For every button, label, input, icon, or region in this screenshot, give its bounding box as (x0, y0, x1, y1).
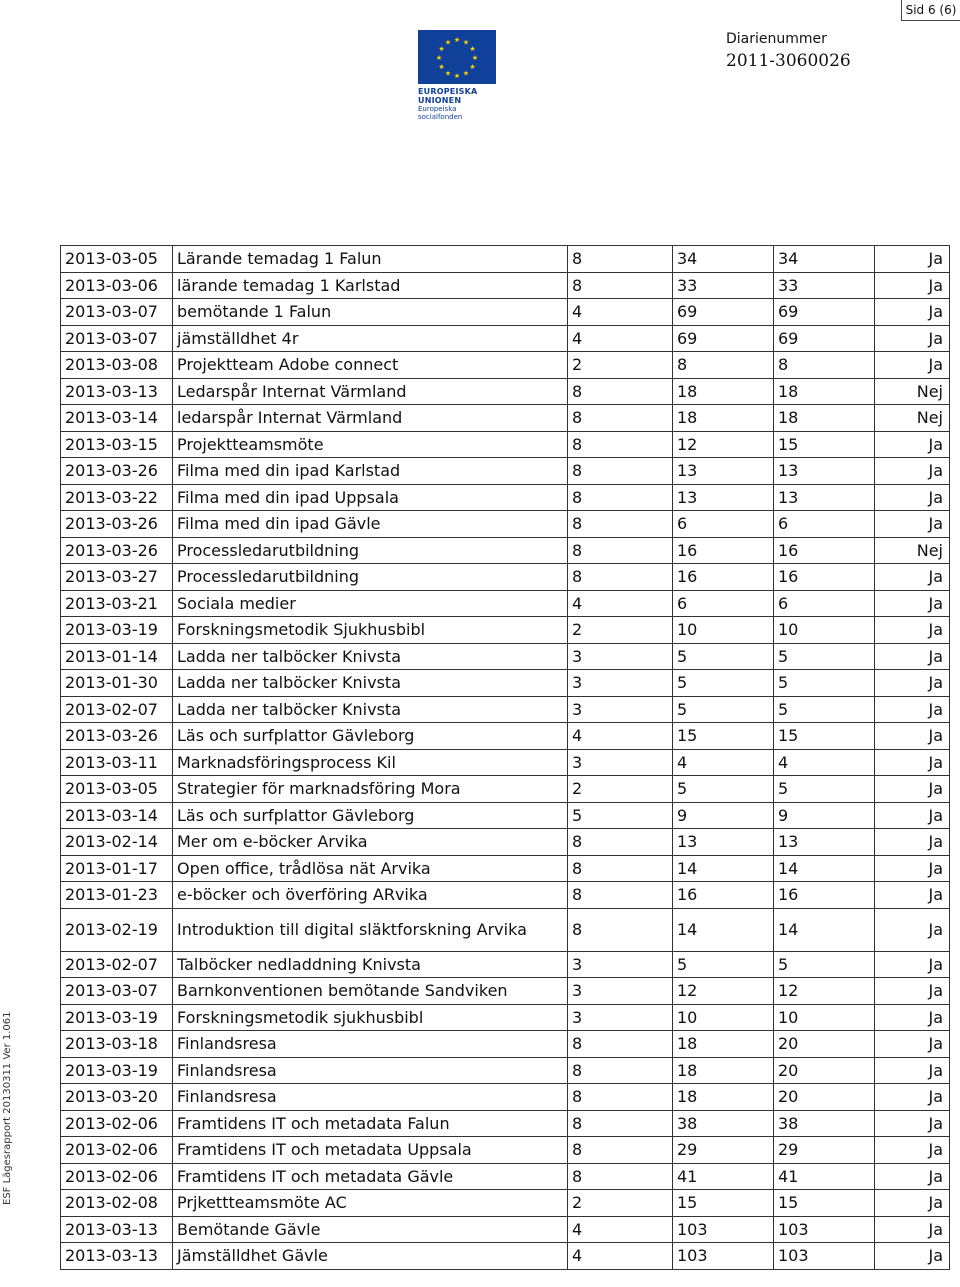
activity-cell: Forskningsmetodik sjukhusbibl (173, 1004, 568, 1031)
status-cell: Ja (875, 484, 950, 511)
eu-flag-icon (418, 30, 496, 84)
activity-cell: Processledarutbildning (173, 537, 568, 564)
status-cell: Ja (875, 511, 950, 538)
count-cell: 69 (774, 325, 875, 352)
date-cell: 2013-03-07 (61, 978, 173, 1005)
participants-cell: 38 (673, 1110, 774, 1137)
hours-cell: 4 (568, 1243, 673, 1270)
status-cell: Ja (875, 617, 950, 644)
status-cell: Ja (875, 1004, 950, 1031)
status-cell: Ja (875, 1057, 950, 1084)
table-row (61, 272, 950, 299)
table-row (61, 1163, 950, 1190)
date-cell: 2013-03-26 (61, 511, 173, 538)
table-row (61, 1057, 950, 1084)
status-cell: Ja (875, 908, 950, 951)
count-cell: 5 (774, 776, 875, 803)
table-row (61, 484, 950, 511)
svg-text:★: ★ (469, 45, 476, 53)
participants-cell: 34 (673, 246, 774, 273)
logo-line-1: EUROPEISKA UNIONEN (418, 87, 478, 105)
diarienummer-label: Diarienummer (726, 31, 827, 47)
status-cell: Ja (875, 1084, 950, 1111)
count-cell: 69 (774, 299, 875, 326)
count-cell: 38 (774, 1110, 875, 1137)
status-cell: Ja (875, 670, 950, 697)
participants-cell: 15 (673, 1190, 774, 1217)
count-cell: 15 (774, 723, 875, 750)
hours-cell: 3 (568, 978, 673, 1005)
count-cell: 9 (774, 802, 875, 829)
svg-text:★: ★ (453, 36, 461, 44)
hours-cell: 8 (568, 1057, 673, 1084)
table-row (61, 1084, 950, 1111)
hours-cell: 3 (568, 749, 673, 776)
date-cell: 2013-01-30 (61, 670, 173, 697)
table-row (61, 325, 950, 352)
participants-cell: 41 (673, 1163, 774, 1190)
date-cell: 2013-03-22 (61, 484, 173, 511)
date-cell: 2013-02-08 (61, 1190, 173, 1217)
date-cell: 2013-03-15 (61, 431, 173, 458)
hours-cell: 2 (568, 1190, 673, 1217)
hours-cell: 4 (568, 1216, 673, 1243)
hours-cell: 8 (568, 1084, 673, 1111)
hours-cell: 8 (568, 405, 673, 432)
participants-cell: 5 (673, 951, 774, 978)
status-cell: Ja (875, 458, 950, 485)
participants-cell: 18 (673, 1084, 774, 1111)
hours-cell: 8 (568, 564, 673, 591)
date-cell: 2013-01-23 (61, 882, 173, 909)
date-cell: 2013-03-07 (61, 299, 173, 326)
hours-cell: 4 (568, 723, 673, 750)
count-cell: 5 (774, 951, 875, 978)
table-row (61, 696, 950, 723)
hours-cell: 8 (568, 829, 673, 856)
participants-cell: 5 (673, 696, 774, 723)
participants-cell: 9 (673, 802, 774, 829)
count-cell: 16 (774, 537, 875, 564)
date-cell: 2013-03-06 (61, 272, 173, 299)
count-cell: 12 (774, 978, 875, 1005)
participants-cell: 103 (673, 1216, 774, 1243)
participants-cell: 16 (673, 564, 774, 591)
participants-cell: 13 (673, 484, 774, 511)
participants-cell: 15 (673, 723, 774, 750)
date-cell: 2013-03-19 (61, 1057, 173, 1084)
activity-cell: Framtidens IT och metadata Gävle (173, 1163, 568, 1190)
date-cell: 2013-02-19 (61, 908, 173, 951)
hours-cell: 8 (568, 855, 673, 882)
diarienummer-value: 2011-3060026 (726, 51, 851, 71)
date-cell: 2013-03-05 (61, 776, 173, 803)
count-cell: 13 (774, 484, 875, 511)
table-row (61, 1004, 950, 1031)
count-cell: 5 (774, 696, 875, 723)
table-row (61, 431, 950, 458)
count-cell: 10 (774, 1004, 875, 1031)
activity-cell: Filma med din ipad Karlstad (173, 458, 568, 485)
table-row (61, 802, 950, 829)
status-cell: Ja (875, 1190, 950, 1217)
count-cell: 13 (774, 458, 875, 485)
svg-text:★: ★ (438, 45, 445, 53)
hours-cell: 8 (568, 537, 673, 564)
activity-cell: Mer om e-böcker Arvika (173, 829, 568, 856)
svg-text:★: ★ (462, 69, 470, 78)
hours-cell: 8 (568, 511, 673, 538)
activity-cell: Jämställdhet Gävle (173, 1243, 568, 1270)
date-cell: 2013-02-07 (61, 696, 173, 723)
activity-cell: Filma med din ipad Gävle (173, 511, 568, 538)
count-cell: 14 (774, 855, 875, 882)
date-cell: 2013-01-17 (61, 855, 173, 882)
hours-cell: 2 (568, 352, 673, 379)
status-cell: Nej (875, 405, 950, 432)
activity-cell: Ladda ner talböcker Knivsta (173, 643, 568, 670)
count-cell: 18 (774, 378, 875, 405)
activity-cell: Läs och surfplattor Gävleborg (173, 723, 568, 750)
hours-cell: 4 (568, 325, 673, 352)
hours-cell: 3 (568, 1004, 673, 1031)
eu-logo (418, 30, 500, 121)
status-cell: Ja (875, 352, 950, 379)
participants-cell: 10 (673, 617, 774, 644)
hours-cell: 8 (568, 246, 673, 273)
table-row (61, 564, 950, 591)
svg-text:★: ★ (469, 63, 476, 71)
count-cell: 29 (774, 1137, 875, 1164)
hours-cell: 3 (568, 951, 673, 978)
participants-cell: 5 (673, 643, 774, 670)
svg-text:★: ★ (444, 38, 452, 47)
table-row (61, 246, 950, 273)
date-cell: 2013-02-07 (61, 951, 173, 978)
participants-cell: 13 (673, 458, 774, 485)
date-cell: 2013-03-08 (61, 352, 173, 379)
table-row (61, 908, 950, 951)
hours-cell: 3 (568, 643, 673, 670)
status-cell: Ja (875, 1163, 950, 1190)
status-cell: Nej (875, 537, 950, 564)
status-cell: Ja (875, 951, 950, 978)
svg-text:★: ★ (453, 72, 461, 80)
date-cell: 2013-03-20 (61, 1084, 173, 1111)
participants-cell: 8 (673, 352, 774, 379)
svg-text:★: ★ (462, 38, 470, 47)
count-cell: 13 (774, 829, 875, 856)
table-row (61, 1137, 950, 1164)
participants-cell: 18 (673, 1057, 774, 1084)
count-cell: 20 (774, 1084, 875, 1111)
participants-cell: 10 (673, 1004, 774, 1031)
activity-cell: Framtidens IT och metadata Uppsala (173, 1137, 568, 1164)
status-cell: Ja (875, 643, 950, 670)
hours-cell: 8 (568, 431, 673, 458)
svg-text:★: ★ (438, 63, 445, 71)
activity-cell: e-böcker och överföring ARvika (173, 882, 568, 909)
status-cell: Ja (875, 696, 950, 723)
hours-cell: 2 (568, 617, 673, 644)
activity-cell: Forskningsmetodik Sjukhusbibl (173, 617, 568, 644)
date-cell: 2013-02-06 (61, 1110, 173, 1137)
date-cell: 2013-02-06 (61, 1163, 173, 1190)
hours-cell: 8 (568, 1163, 673, 1190)
count-cell: 15 (774, 1190, 875, 1217)
date-cell: 2013-03-14 (61, 405, 173, 432)
date-cell: 2013-02-14 (61, 829, 173, 856)
date-cell: 2013-03-18 (61, 1031, 173, 1058)
table-row (61, 1216, 950, 1243)
status-cell: Ja (875, 829, 950, 856)
hours-cell: 8 (568, 1137, 673, 1164)
count-cell: 8 (774, 352, 875, 379)
page-number: Sid 6 (6) (901, 0, 960, 21)
activity-cell: Finlandsresa (173, 1031, 568, 1058)
status-cell: Ja (875, 855, 950, 882)
participants-cell: 18 (673, 1031, 774, 1058)
table-row (61, 299, 950, 326)
table-row (61, 537, 950, 564)
status-cell: Ja (875, 1243, 950, 1270)
hours-cell: 8 (568, 1110, 673, 1137)
hours-cell: 4 (568, 590, 673, 617)
count-cell: 103 (774, 1216, 875, 1243)
activity-cell: Prjkettteamsmöte AC (173, 1190, 568, 1217)
date-cell: 2013-03-19 (61, 617, 173, 644)
status-cell: Ja (875, 723, 950, 750)
activity-cell: Ledarspår Internat Värmland (173, 378, 568, 405)
hours-cell: 8 (568, 378, 673, 405)
status-cell: Ja (875, 564, 950, 591)
count-cell: 33 (774, 272, 875, 299)
logo-line-2: Europeiska socialfonden (418, 105, 463, 121)
table-row (61, 352, 950, 379)
table-row (61, 749, 950, 776)
date-cell: 2013-03-13 (61, 378, 173, 405)
hours-cell: 8 (568, 882, 673, 909)
date-cell: 2013-03-19 (61, 1004, 173, 1031)
count-cell: 6 (774, 511, 875, 538)
participants-cell: 14 (673, 908, 774, 951)
status-cell: Ja (875, 1110, 950, 1137)
status-cell: Ja (875, 1216, 950, 1243)
participants-cell: 103 (673, 1243, 774, 1270)
activity-cell: Lärande temadag 1 Falun (173, 246, 568, 273)
participants-cell: 69 (673, 325, 774, 352)
count-cell: 18 (774, 405, 875, 432)
date-cell: 2013-03-07 (61, 325, 173, 352)
hours-cell: 3 (568, 670, 673, 697)
date-cell: 2013-03-13 (61, 1243, 173, 1270)
status-cell: Ja (875, 802, 950, 829)
table-row (61, 1110, 950, 1137)
svg-text:★: ★ (444, 69, 452, 78)
date-cell: 2013-03-14 (61, 802, 173, 829)
activity-cell: Barnkonventionen bemötande Sandviken (173, 978, 568, 1005)
activity-cell: Sociala medier (173, 590, 568, 617)
count-cell: 14 (774, 908, 875, 951)
hours-cell: 4 (568, 299, 673, 326)
activity-cell: Framtidens IT och metadata Falun (173, 1110, 568, 1137)
participants-cell: 16 (673, 537, 774, 564)
activity-cell: Introduktion till digital släktforskning Arvika (173, 908, 568, 951)
activity-cell: Strategier för marknadsföring Mora (173, 776, 568, 803)
activity-cell: Projektteamsmöte (173, 431, 568, 458)
table-row (61, 978, 950, 1005)
svg-text:★: ★ (471, 54, 479, 62)
participants-cell: 14 (673, 855, 774, 882)
activity-cell: Open office, trådlösa nät Arvika (173, 855, 568, 882)
hours-cell: 5 (568, 802, 673, 829)
activity-cell: bemötande 1 Falun (173, 299, 568, 326)
participants-cell: 6 (673, 590, 774, 617)
table-row (61, 951, 950, 978)
participants-cell: 6 (673, 511, 774, 538)
activity-cell: Marknadsföringsprocess Kil (173, 749, 568, 776)
table-row (61, 511, 950, 538)
table-row (61, 643, 950, 670)
activity-cell: Projektteam Adobe connect (173, 352, 568, 379)
date-cell: 2013-03-11 (61, 749, 173, 776)
table-row (61, 1190, 950, 1217)
table-row (61, 617, 950, 644)
hours-cell: 8 (568, 458, 673, 485)
hours-cell: 8 (568, 1031, 673, 1058)
hours-cell: 2 (568, 776, 673, 803)
table-row (61, 829, 950, 856)
count-cell: 34 (774, 246, 875, 273)
status-cell: Ja (875, 1031, 950, 1058)
count-cell: 5 (774, 643, 875, 670)
count-cell: 10 (774, 617, 875, 644)
activity-cell: lärande temadag 1 Karlstad (173, 272, 568, 299)
count-cell: 6 (774, 590, 875, 617)
activity-table (60, 245, 950, 1270)
activity-cell: ledarspår Internat Värmland (173, 405, 568, 432)
participants-cell: 4 (673, 749, 774, 776)
table-row (61, 1031, 950, 1058)
status-cell: Ja (875, 978, 950, 1005)
participants-cell: 29 (673, 1137, 774, 1164)
status-cell: Nej (875, 378, 950, 405)
date-cell: 2013-02-06 (61, 1137, 173, 1164)
activity-cell: Talböcker nedladdning Knivsta (173, 951, 568, 978)
hours-cell: 8 (568, 484, 673, 511)
participants-cell: 33 (673, 272, 774, 299)
count-cell: 5 (774, 670, 875, 697)
participants-cell: 12 (673, 978, 774, 1005)
status-cell: Ja (875, 749, 950, 776)
status-cell: Ja (875, 325, 950, 352)
activity-cell: jämställdhet 4r (173, 325, 568, 352)
status-cell: Ja (875, 590, 950, 617)
count-cell: 41 (774, 1163, 875, 1190)
activity-cell: Filma med din ipad Uppsala (173, 484, 568, 511)
table-row (61, 776, 950, 803)
count-cell: 20 (774, 1057, 875, 1084)
date-cell: 2013-03-27 (61, 564, 173, 591)
count-cell: 15 (774, 431, 875, 458)
table-row (61, 405, 950, 432)
activity-cell: Finlandsresa (173, 1057, 568, 1084)
status-cell: Ja (875, 1137, 950, 1164)
table-row (61, 590, 950, 617)
table-row (61, 855, 950, 882)
status-cell: Ja (875, 272, 950, 299)
status-cell: Ja (875, 882, 950, 909)
table-row (61, 458, 950, 485)
activity-cell: Ladda ner talböcker Knivsta (173, 670, 568, 697)
hours-cell: 3 (568, 696, 673, 723)
participants-cell: 18 (673, 405, 774, 432)
status-cell: Ja (875, 776, 950, 803)
activity-cell: Ladda ner talböcker Knivsta (173, 696, 568, 723)
participants-cell: 13 (673, 829, 774, 856)
date-cell: 2013-03-05 (61, 246, 173, 273)
svg-text:★: ★ (435, 54, 443, 62)
table-row (61, 882, 950, 909)
hours-cell: 8 (568, 272, 673, 299)
status-cell: Ja (875, 299, 950, 326)
count-cell: 4 (774, 749, 875, 776)
date-cell: 2013-03-26 (61, 723, 173, 750)
side-footer-text: ESF Lägesrapport 20130311 Ver 1.061 (2, 1011, 13, 1205)
date-cell: 2013-03-21 (61, 590, 173, 617)
participants-cell: 5 (673, 776, 774, 803)
table-row (61, 723, 950, 750)
table-row (61, 378, 950, 405)
activity-cell: Läs och surfplattor Gävleborg (173, 802, 568, 829)
count-cell: 20 (774, 1031, 875, 1058)
activity-cell: Finlandsresa (173, 1084, 568, 1111)
status-cell: Ja (875, 431, 950, 458)
count-cell: 16 (774, 882, 875, 909)
date-cell: 2013-03-26 (61, 458, 173, 485)
participants-cell: 16 (673, 882, 774, 909)
status-cell: Ja (875, 246, 950, 273)
hours-cell: 8 (568, 908, 673, 951)
table-row (61, 1243, 950, 1270)
participants-cell: 18 (673, 378, 774, 405)
activity-cell: Bemötande Gävle (173, 1216, 568, 1243)
count-cell: 103 (774, 1243, 875, 1270)
table-row (61, 670, 950, 697)
participants-cell: 12 (673, 431, 774, 458)
activity-cell: Processledarutbildning (173, 564, 568, 591)
count-cell: 16 (774, 564, 875, 591)
date-cell: 2013-03-26 (61, 537, 173, 564)
participants-cell: 69 (673, 299, 774, 326)
participants-cell: 5 (673, 670, 774, 697)
date-cell: 2013-01-14 (61, 643, 173, 670)
date-cell: 2013-03-13 (61, 1216, 173, 1243)
